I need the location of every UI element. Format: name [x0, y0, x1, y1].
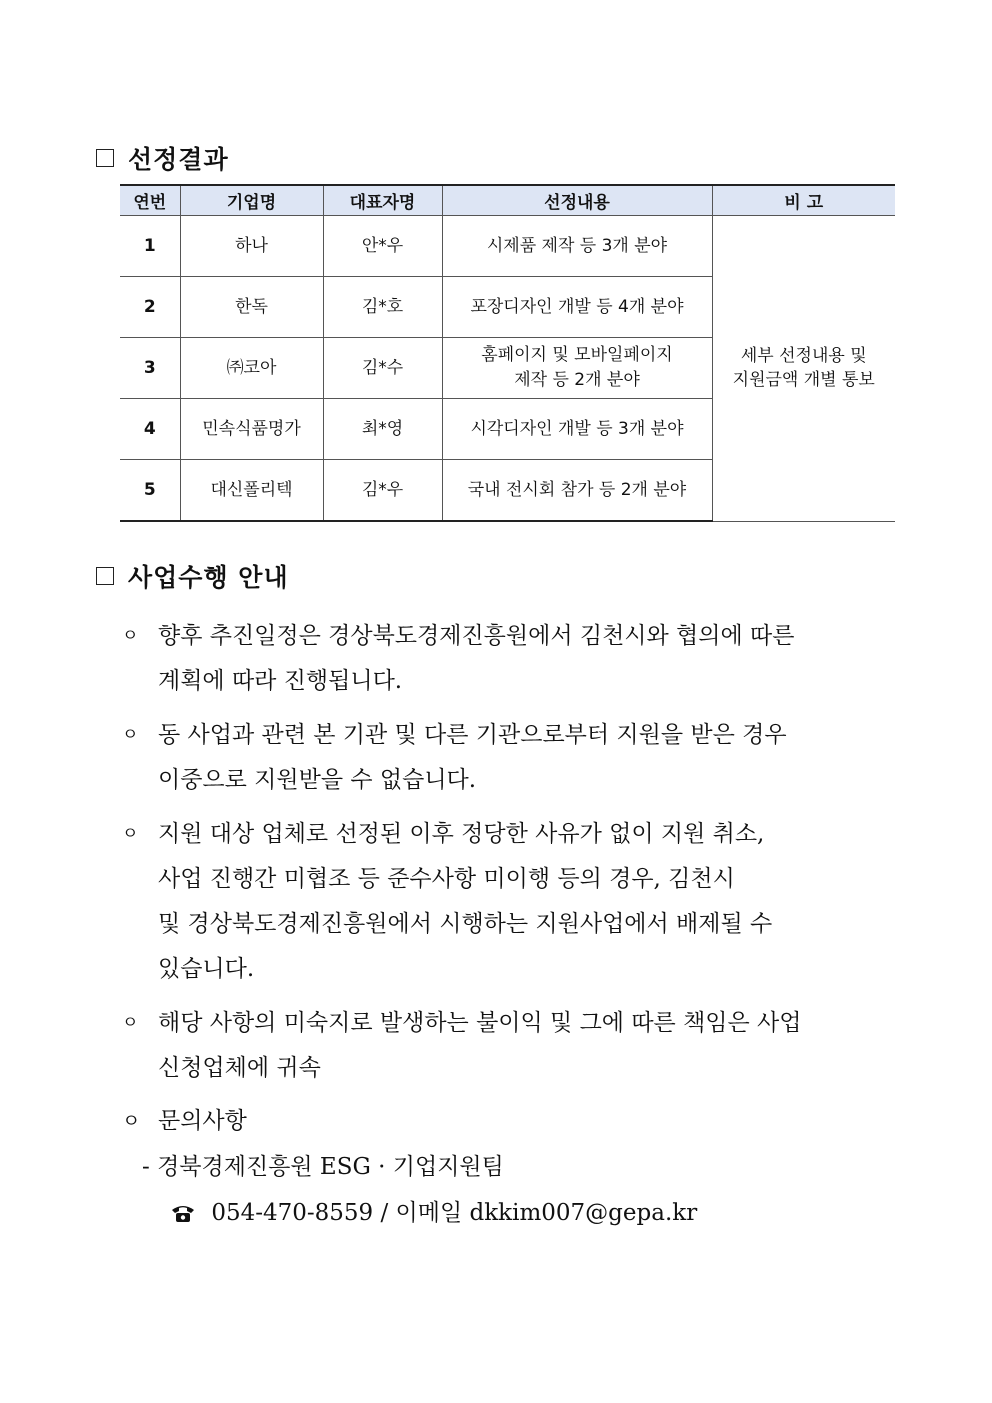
- cell-no: 2: [120, 277, 180, 338]
- cell-content: [442, 216, 712, 277]
- paragraph-line: 동 사업과 관련 본 기관 및 다른 기관으로부터 지원을 받은 경우: [158, 722, 787, 748]
- cell-content-line: 포장디자인 개발 등 4개 분야: [470, 296, 684, 317]
- cell-content-line: 홈페이지 및 모바일페이지: [481, 345, 673, 366]
- bullet-icon: ㅇ: [122, 725, 139, 745]
- contact-text: 054-470-8559 / 이메일 dkkim007@gepa.kr: [211, 1200, 698, 1226]
- cell-no: 1: [120, 216, 180, 277]
- cell-no: 5: [120, 460, 180, 522]
- cell-representative: 김*수: [323, 338, 442, 399]
- cell-content: [442, 338, 712, 399]
- bullet-icon: ㅇ: [122, 1110, 141, 1132]
- note-line: 세부 선정내용 및: [740, 345, 867, 366]
- paragraph-line: 향후 추진일정은 경상북도경제진흥원에서 김천시와 협의에 따른: [158, 623, 795, 649]
- cell-company: 한독: [180, 277, 323, 338]
- cell-company: 하나: [180, 216, 323, 277]
- cell-no: 3: [120, 338, 180, 399]
- cell-representative: 김*호: [323, 277, 442, 338]
- paragraph-line: 신청업체에 귀속: [158, 1055, 321, 1081]
- cell-content: [442, 460, 712, 522]
- paragraph-line: 사업 진행간 미협조 등 준수사항 미이행 등의 경우, 김천시: [158, 866, 735, 892]
- cell-content: [442, 277, 712, 338]
- paragraph-line: 및 경상북도경제진흥원에서 시행하는 지원사업에서 배제될 수: [158, 911, 773, 937]
- section-heading-results: [96, 140, 229, 176]
- cell-representative: 김*우: [323, 460, 442, 522]
- cell-content: [442, 399, 712, 460]
- paragraph-line: 지원 대상 업체로 선정된 이후 정당한 사유가 없이 지원 취소,: [158, 821, 765, 847]
- cell-company: ㈜코아: [180, 338, 323, 399]
- note-line: 지원금액 개별 통보: [732, 370, 875, 391]
- bullet-icon: ㅇ: [122, 626, 139, 646]
- cell-representative: 안*우: [323, 216, 442, 277]
- section-heading-guide: [96, 558, 289, 594]
- cell-company: 대신폴리텍: [180, 460, 323, 522]
- telephone-icon: [170, 1203, 196, 1229]
- table-header-row: [120, 185, 895, 216]
- cell-content-line: 시각디자인 개발 등 3개 분야: [470, 418, 684, 439]
- cell-content-line: 제작 등 2개 분야: [514, 370, 640, 390]
- cell-representative: 최*영: [323, 399, 442, 460]
- cell-no: 4: [120, 399, 180, 460]
- header-company: 기업명: [180, 185, 323, 216]
- header-note: 비 고: [712, 185, 895, 216]
- section-title: 사업수행 안내: [128, 563, 289, 592]
- selection-results-table: [120, 184, 895, 522]
- bullet-icon: ㅇ: [122, 824, 139, 844]
- cell-company: 민속식품명가: [180, 399, 323, 460]
- paragraph-line: 계획에 따라 진행됩니다.: [158, 668, 403, 694]
- header-no: 연번: [120, 185, 180, 216]
- header-content: 선정내용: [442, 185, 712, 216]
- inquiry-contact: [170, 1194, 697, 1229]
- table-row: [120, 216, 895, 277]
- cell-content-line: 시제품 제작 등 3개 분야: [486, 235, 668, 256]
- paragraph-line: 해당 사항의 미숙지로 발생하는 불이익 및 그에 따른 책임은 사업: [158, 1010, 802, 1036]
- section-title: 선정결과: [128, 145, 229, 174]
- checkbox-square-icon: [96, 149, 114, 167]
- header-representative: 대표자명: [323, 185, 442, 216]
- paragraph-line: 있습니다.: [158, 956, 255, 982]
- paragraph-line: 이중으로 지원받을 수 없습니다.: [158, 767, 477, 793]
- cell-content-line: 국내 전시회 참가 등 2개 분야: [467, 479, 687, 500]
- inquiry-team: - 경북경제진흥원 ESG · 기업지원팀: [142, 1154, 504, 1180]
- checkbox-square-icon: [96, 567, 114, 585]
- inquiry-title: 문의사항: [158, 1108, 247, 1134]
- cell-note: [712, 216, 895, 522]
- bullet-icon: ㅇ: [122, 1013, 139, 1033]
